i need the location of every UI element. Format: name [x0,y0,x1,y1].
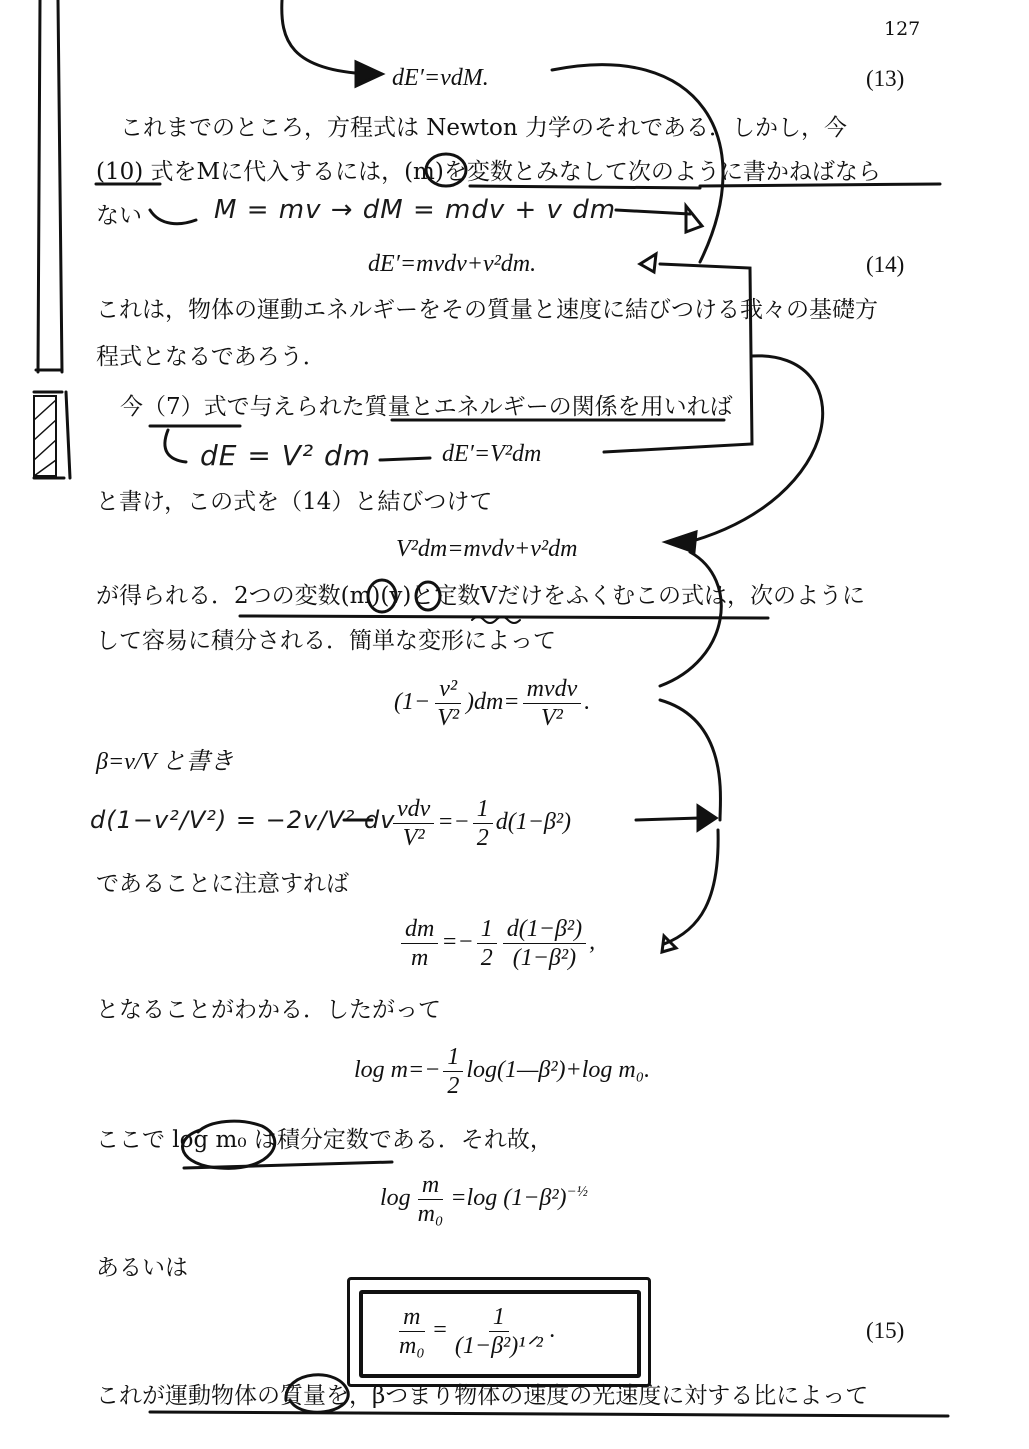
fraction-denominator: 2 [480,945,493,971]
paragraph-3-line-2: と書け，この式を（14）と結びつけて [96,489,493,515]
fraction-numerator: m [418,1172,443,1200]
fraction-numerator: 1 [489,1304,509,1332]
paragraph-4-line-2: して容易に積分される．簡単な変形によって [96,628,556,654]
underline-logm0 [184,1162,392,1168]
handwritten-note-momentum: M = mv → dM = mdv + v dm [214,195,617,225]
paragraph-2-line-2: 程式となるであろう． [96,344,326,370]
eq-log2-b: =log (1−β²) [450,1185,567,1212]
equation-dE: dE′=V²dm [442,441,542,467]
fraction-one-half [473,796,493,851]
fraction-mvdv-V2 [523,676,582,731]
paragraph-5: β=v/V と書き [96,749,234,775]
underline-motion-mass [150,1412,948,1416]
fraction-denominator: m₀ [417,1201,444,1227]
paragraph-3-line-1: 今（7）式で与えられた質量とエネルギーの関係を用いれば [120,394,733,420]
eq-transform-end: . [584,689,591,716]
arrow-to-dE [380,458,430,460]
eq-beta-end: d(1−β²) [495,809,572,836]
fraction-numerator: v² [435,676,461,704]
fraction-numerator: dm [401,916,438,944]
fraction-numerator: d(1−β²) [503,916,586,944]
eq-beta-mid: =− [437,809,470,836]
fraction-m-m0 [414,1172,448,1227]
paragraph-1-line-3: ない [96,203,142,229]
fraction-numerator: m [399,1304,424,1332]
margin-bar-1 [38,0,40,372]
arrow-to-eq13 [282,0,368,74]
handwritten-note-energy: dE = V² dm [200,439,372,472]
eq-dm-end: , [589,929,596,956]
wavy-underline [472,617,520,623]
eq-transform-close: )dm= [466,689,520,716]
page-number: 127 [884,18,921,40]
fraction-m-m0 [395,1304,429,1359]
arrow-transform-to-beta [660,700,720,820]
fraction-numerator: 1 [443,1044,463,1072]
fraction-numerator: 1 [477,916,497,944]
paragraph-1-line-2: (10) 式をMに代入するには，(m)を変数とみなして次のように書かねばなら [96,159,881,185]
fraction-denominator: m [411,945,429,971]
equation-log-ratio [380,1172,588,1227]
paragraph-6: であることに注意すれば [96,871,349,897]
paragraph-2-line-1: これは，物体の運動エネルギーをその質量と速度に結びつける我々の基礎方 [96,297,878,323]
equation-15 [392,1304,556,1359]
fraction-dm-m [401,916,438,971]
equation-15-number: (15) [866,1318,905,1343]
arrow-head-beta [698,806,716,830]
margin-hatch [34,400,56,476]
fraction-denominator: (1−β²)¹ᐟ² [454,1333,543,1359]
bracket-right [604,264,752,452]
fraction-denominator: V² [437,705,460,731]
fraction-one-half [443,1044,463,1099]
fraction-denominator: 2 [476,825,489,851]
eq-15-end: . [549,1317,556,1344]
equation-beta [390,796,571,851]
equation-transform [394,676,590,731]
eq-log-a: log m=− [354,1057,441,1084]
arrow-to-V2 [682,356,823,544]
arrow-nai [150,210,196,224]
eq-log2-exponent: −½ [566,1184,588,1201]
margin-bracket [34,392,70,478]
paragraph-10: これが運動物体の質量を，βつまり物体の速度の光速度に対する比によって [96,1383,869,1409]
equation-13: dE′=vdM. [392,65,489,91]
paragraph-9: あるいは [96,1255,188,1281]
arrow-to-dm [664,830,718,944]
paragraph-4-line-1: が得られる．2つの変数(m)(v)と定数Vだけをふくむこの式は，次のように [96,583,865,609]
fraction-numerator: mvdv [523,676,582,704]
arrow-V2-to-transform [660,552,721,686]
equation-log-m [354,1044,650,1099]
eq-dm-mid: =− [441,929,474,956]
arrow-head-eq13 [356,62,382,86]
fraction-one-half [477,916,497,971]
margin-bar-2 [58,0,62,372]
fraction-numerator: vdv [393,796,434,824]
fraction-v2-V2 [433,676,463,731]
fraction-vdv-V2 [393,796,434,851]
fraction-denominator: 2 [447,1073,460,1099]
fraction-lorentz [451,1304,547,1359]
arrow-hand1 [616,210,690,214]
arrow-head-eq14 [640,254,656,272]
equation-dm-over-m [398,916,595,971]
paragraph-1-line-1: これまでのところ，方程式は Newton 力学のそれである．しかし，今 [120,115,847,141]
paragraph-8: ここで log m₀ は積分定数である．それ故， [96,1127,553,1153]
equation-14-number: (14) [866,252,905,277]
arrow-head-dm [662,936,676,952]
fraction-denominator: V² [402,825,425,851]
paragraph-7: となることがわかる．したがって [96,997,441,1023]
arrow-beta-right [636,818,700,820]
margin-hatch-box [34,396,56,476]
arrow-from-ref7 [165,430,186,462]
eq-log2-a: log [380,1185,411,1212]
fraction-denominator: m₀ [399,1333,425,1359]
eq-log-b: log(1—β²)+log m₀. [466,1057,651,1084]
equation-13-number: (13) [866,66,905,91]
arrow-head-hand1 [686,206,702,232]
handwritten-note-derivative: d(1−v²/V²) = −2v/V² dv [90,806,396,834]
underline-vars [240,616,768,618]
equation-energy-mass: V²dm=mvdv+v²dm [396,536,578,562]
underline-var [470,186,700,188]
fraction-d-beta [503,916,586,971]
eq-15-equals: = [431,1317,448,1344]
eq-transform-open: (1− [394,689,431,716]
arrow-head-V2 [666,532,696,552]
fraction-numerator: 1 [473,796,493,824]
equation-14: dE′=mvdv+v²dm. [368,251,537,277]
fraction-denominator: V² [540,705,563,731]
fraction-denominator: (1−β²) [512,945,577,971]
